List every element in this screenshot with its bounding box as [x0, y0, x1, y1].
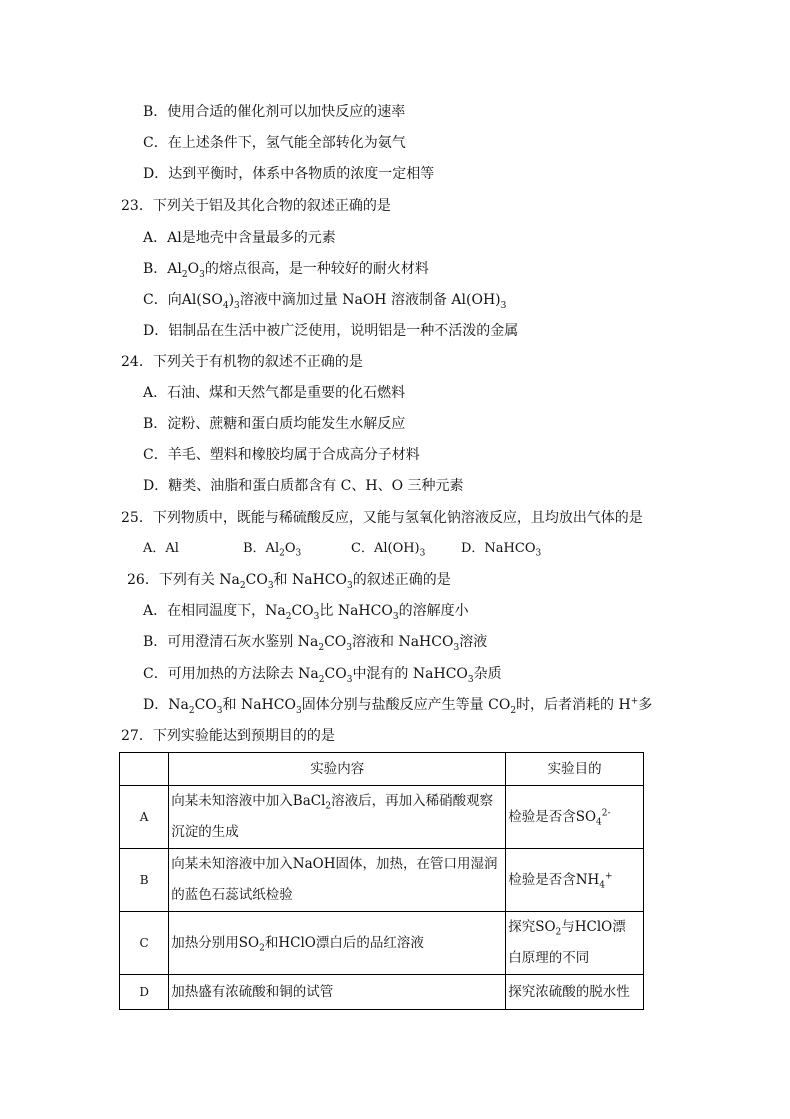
q26-option-c: C．可用加热的方法除去 $Na_2CO_3$中混有的 NaHCO$_3$杂质	[143, 666, 502, 685]
q25-option-d: D．NaHCO$_3$	[461, 541, 542, 559]
header-content: 实验内容	[169, 753, 506, 786]
row-content: 加热盛有浓硫酸和铜的试管	[169, 975, 506, 1010]
q25-option-c: C．$Al(OH)_3$	[351, 541, 426, 559]
row-purpose: 检验是否含$SO_4^{2-}$	[506, 786, 644, 849]
row-label: C	[120, 912, 169, 975]
q26-stem: 26．下列有关 $Na_2CO_3$和 NaHCO$_3$的叙述正确的是	[127, 572, 451, 591]
row-purpose: 探究浓硫酸的脱水性	[506, 975, 644, 1010]
row-content: 向某未知溶液中加入NaOH固体，加热，在管口用湿润 的蓝色石蕊试纸检验	[169, 849, 506, 912]
q22-option-d: D．达到平衡时，体系中各物质的浓度一定相等	[143, 166, 435, 182]
q26-option-d: D．$Na_2CO_3$和 NaHCO$_3$固体分别与盐酸反应产生等量 $CO_2$时，后者消耗的 H+多	[143, 696, 653, 716]
row-content: 加热分别用$SO_2$和HClO漂白后的品红溶液	[169, 912, 506, 975]
table-row	[120, 786, 644, 849]
header-purpose: 实验目的	[506, 753, 644, 786]
q25-option-b: B．$Al_2O_3$	[243, 541, 302, 559]
experiment-table	[119, 752, 644, 1010]
q24-option-c: C．羊毛、塑料和橡胶均属于合成高分子材料	[143, 447, 420, 463]
q25-options	[143, 540, 541, 558]
q23-option-a: A．Al是地壳中含量最多的元素	[143, 230, 336, 246]
q23-stem: 23．下列关于铝及其化合物的叙述正确的是	[121, 198, 391, 214]
q25-stem: 25．下列物质中，既能与稀硫酸反应，又能与氢氧化钠溶液反应，且均放出气体的是	[121, 510, 643, 526]
table-header-row	[120, 753, 644, 786]
row-purpose: 探究$SO_2$与HClO漂 白原理的不同	[506, 912, 644, 975]
row-purpose: 检验是否含$NH_4^+$	[506, 849, 644, 912]
q23-option-d: D．铝制品在生活中被广泛使用，说明铝是一种不活泼的金属	[143, 323, 519, 339]
row-label: A	[120, 786, 169, 849]
table-row	[120, 849, 644, 912]
q24-option-a: A．石油、煤和天然气都是重要的化石燃料	[143, 385, 406, 401]
table-row	[120, 975, 644, 1010]
table-row	[120, 912, 644, 975]
q22-option-c: C．在上述条件下，氢气能全部转化为氨气	[143, 135, 406, 151]
row-label: B	[120, 849, 169, 912]
q25-option-a: A．Al	[143, 541, 179, 556]
row-content: 向某未知溶液中加入BaCl$_2$溶液后，再加入稀硝酸观察 沉淀的生成	[169, 786, 506, 849]
q24-option-b: B．淀粉、蔗糖和蛋白质均能发生水解反应	[143, 416, 406, 432]
row-label: D	[120, 975, 169, 1010]
q22-option-b: B．使用合适的催化剂可以加快反应的速率	[143, 104, 406, 120]
q23-option-b: B．$Al_2O_3$的熔点很高，是一种较好的耐火材料	[143, 261, 429, 280]
q24-option-d: D．糖类、油脂和蛋白质都含有 C、H、O 三种元素	[143, 478, 464, 494]
q23-option-c: C．向$Al(SO_4)_3$溶液中滴加过量 NaOH 溶液制备 $Al(OH)_3$	[143, 292, 507, 311]
q24-stem: 24．下列关于有机物的叙述不正确的是	[121, 354, 363, 370]
q26-option-b: B．可用澄清石灰水鉴别 $Na_2CO_3$溶液和 NaHCO$_3$溶液	[143, 634, 488, 653]
header-blank-cell	[120, 753, 169, 786]
q26-option-a: A．在相同温度下，$Na_2CO_3$比 NaHCO$_3$的溶解度小	[143, 603, 469, 622]
q27-stem: 27．下列实验能达到预期目的的是	[121, 728, 335, 744]
